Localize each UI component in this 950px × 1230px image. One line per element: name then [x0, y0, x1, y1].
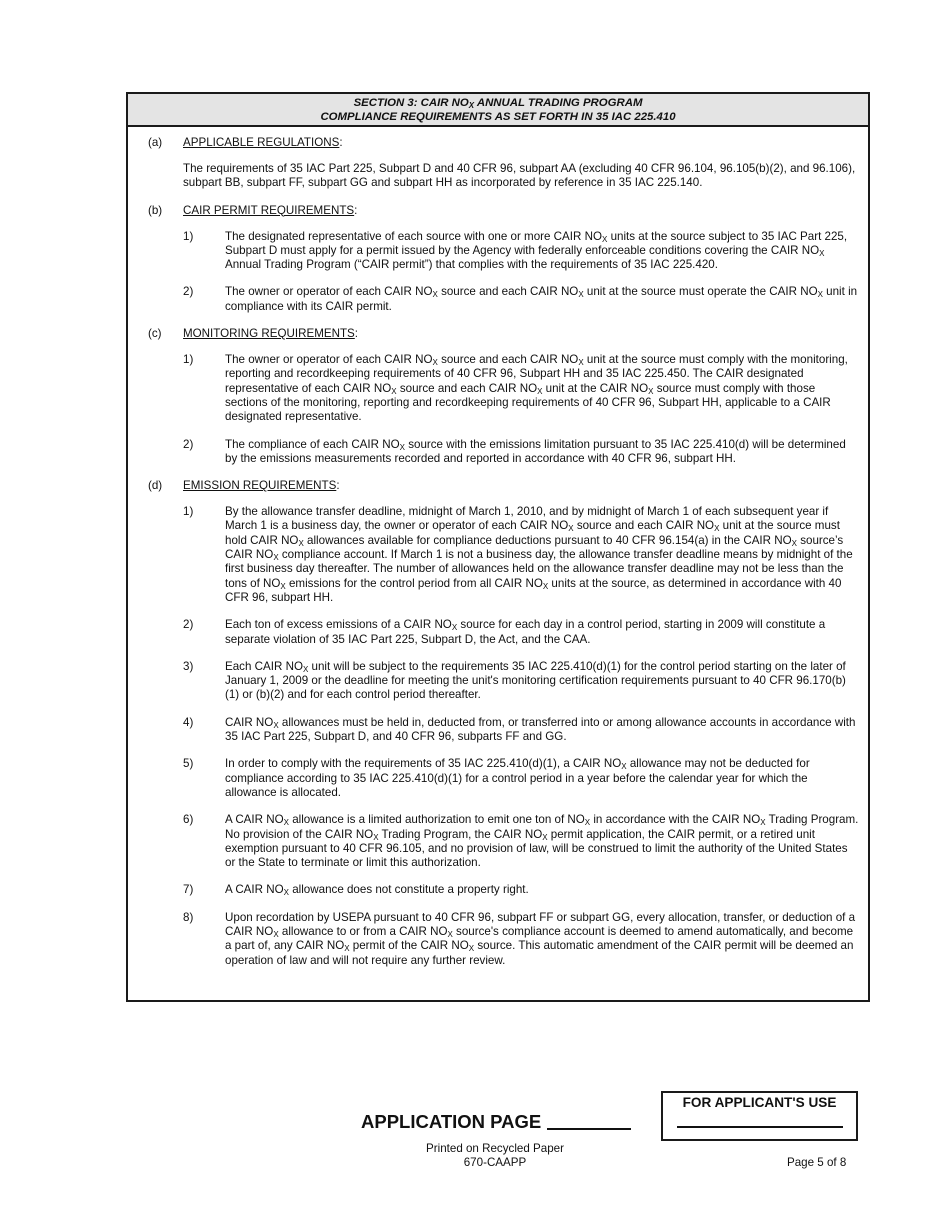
item-text: Each ton of excess emissions of a CAIR $NO_X$ source for each day in a control period, starting in 2009 will constitute a separate violation of 35 IAC Part 225, Subpart D, the Act, and the CAA. — [225, 618, 826, 646]
item-text: CAIR $NO_X$ allowances must be held in, deducted from, or transferred into or among allowance accounts in accordance with 35 IAC Part 225, Subpart D, and 40 CFR 96, subparts FF and GG. — [225, 715, 856, 744]
item-number: 1) — [183, 229, 194, 243]
item-number: 6) — [183, 813, 194, 827]
list-item — [183, 353, 860, 424]
applicant-use-box — [661, 1091, 858, 1141]
item-number: 4) — [183, 715, 194, 729]
item-number: 3) — [183, 659, 194, 673]
list-item — [183, 229, 860, 273]
section-b: (b) CAIR PERMIT REQUIREMENTS: 1) The designated representative of each source with one or more CAIR $NO_X$ units at the source subject to 35 IAC Part 225, Subpart D must apply for a permit issued by the Agency with federally enforceable conditions covering the CAIR $NO_X$ Annual Trading Program (“CAIR permit”) that complies with the requirements of 35 IAC 225.420. 2) The owner or operator of each CAIR $NO_X$ source and each CAIR $NO_X$ unit at the source must operate the CAIR $NO_X$ unit in compliance with its CAIR permit. — [128, 204, 868, 314]
list-item — [183, 757, 860, 800]
applicant-use-blank — [677, 1126, 843, 1128]
application-page-blank — [547, 1127, 631, 1130]
section-box — [126, 92, 870, 1002]
list-item — [183, 715, 860, 745]
item-number: 1) — [183, 505, 194, 519]
list-item — [183, 659, 860, 703]
page-number: Page 5 of 8 — [787, 1156, 847, 1169]
section-d: (d) EMISSION REQUIREMENTS: 1) By the allowance transfer deadline, midnight of March 1, 2010, and by midnight of March 1 of each subsequent year if March 1 is a business day, the owner or operator of each CAIR $NO_X$ source and each CAIR $NO_X$ unit at the source must hold CAIR $NO_X$ allowances available for compliance deductions pursuant to 40 CFR 96.154(a) in the CAIR $NO_X$ source’s CAIR $NO_X$ compliance account. If March 1 is not a business day, the allowance transfer deadline means by midnight of the first business day thereafter. The number of allowances held on the allowance transfer deadline may not be less than the tons of $NO_X$ emissions for the control period from all CAIR $NO_X$ units at the source, as determined in accordance with 40 CFR 96, subpart HH. 2) Each ton of excess emissions of a CAIR $NO_X$ source for each day in a control period, starting in 2009 will constitute a separate violation of 35 IAC Part 225, Subpart D, the Act, and the CAA. 3) Each CAIR $NO_X$ unit will be subject to the requirements 35 IAC 225.410(d)(1) for the control period starting on the later of January 1, 2009 or the deadline for meeting the unit's monitoring certification requirements pursuant to 40 CFR 96.170(b)(1) or (b)(2) and for each control period thereafter. 4) CAIR $NO_X$ allowances must be held in, deducted from, or transferred into or among allowance accounts in accordance with 35 IAC Part 225, Subpart D, and 40 CFR 96, subparts FF and GG. 5) In order to comply with the requirements of 35 IAC 225.410(d)(1), a CAIR $NO_X$ allowance may not be deducted for compliance according to 35 IAC 225.410(d)(1) for a control period in a year before the calendar year for which the allowance is allocated. 6) A CAIR $NO_X$ allowance is a limited authorization to emit one ton of $NO_X$ in accordance with the CAIR $NO_X$ Trading Program. No provision of the CAIR $NO_X$ Trading Program, the CAIR $NO_X$ permit application, the CAIR permit, or a retired unit exemption pursuant to 40 CFR 96.105, and no provision of law, will be construed to limit the authority of the United States or the State to terminate or limit this authorization. 7) A CAIR $NO_X$ allowance does not constitute a property right. 8) Upon recordation by USEPA pursuant to 40 CFR 96, subpart FF or subpart GG, every allocation, transfer, or deduction of a CAIR $NO_X$ allowance to or from a CAIR $NO_X$ source's compliance account is deemed to amend automatically, and become a part of, any CAIR $NO_X$ permit of the CAIR $NO_X$ source. This automatic amendment of the CAIR permit will be deemed an operation of law and will not require any further review. — [148, 479, 859, 967]
section-c: (c) MONITORING REQUIREMENTS: 1) The owner or operator of each CAIR $NO_X$ source and each CAIR $NO_X$ unit at the source must comply with the monitoring, reporting and recordkeeping requirements of 40 CFR 96, Subpart HH and 35 IAC 225.450. The CAIR designated representative of each CAIR $NO_X$ source and each CAIR $NO_X$ unit at the CAIR $NO_X$ source must comply with those sections of the monitoring, reporting and recordkeeping requirements of 40 CFR 96, Subpart HH, applicable to a CAIR designated representative. 2) The compliance of each CAIR $NO_X$ source with the emissions limitation pursuant to 35 IAC 225.410(d) will be determined by the emissions measurements recorded and reported in accordance with 40 CFR 96, subpart HH. — [128, 327, 868, 466]
footer-center — [395, 1142, 595, 1170]
item-text: A CAIR $NO_X$ allowance is a limited authorization to emit one ton of $NO_X$ in accordance with the CAIR $NO_X$ Trading Program. No provision of the CAIR $NO_X$ Trading Program, the CAIR $NO_X$ permit application, the CAIR permit, or a retired unit exemption pursuant to 40 CFR 96.105, and no provision of law, will be construed to limit the authority of the United States or the State to terminate or limit this authorization. — [225, 813, 859, 870]
item-text: The compliance of each CAIR $NO_X$ source with the emissions limitation pursuant to 35 IAC 225.410(d) will be determined by the emissions measurements recorded and reported in accordance with 40 CFR 96, subpart HH. — [225, 437, 846, 465]
applicant-use-label: FOR APPLICANT'S USE — [682, 1095, 837, 1110]
item-text: The designated representative of each source with one or more CAIR $NO_X$ units at the source subject to 35 IAC Part 225, Subpart D must apply for a permit issued by the Agency with federally enforceable conditions covering the CAIR $NO_X$ Annual Trading Program (“CAIR permit”) that complies with the requirements of 35 IAC 225.420. — [225, 229, 848, 272]
item-number: 2) — [183, 618, 194, 632]
item-number: 8) — [183, 910, 194, 924]
section-c-letter: (c) — [148, 327, 162, 341]
item-text: The owner or operator of each CAIR $NO_X$ source and each CAIR $NO_X$ unit at the source must operate the CAIR $NO_X$ unit in compliance with its CAIR permit. — [225, 285, 858, 313]
item-text: In order to comply with the requirements of 35 IAC 225.410(d)(1), a CAIR $NO_X$ allowance may not be deducted for compliance according to 35 IAC 225.410(d)(1) for a control period in a year before the calendar year for which the allowance is allocated. — [225, 757, 810, 799]
item-number: 5) — [183, 757, 194, 771]
list-item — [183, 910, 860, 968]
item-text: A CAIR $NO_X$ allowance does not constitute a property right. — [225, 883, 529, 898]
list-item — [183, 883, 860, 898]
item-text: Each CAIR $NO_X$ unit will be subject to the requirements 35 IAC 225.410(d)(1) for the control period starting on the later of January 1, 2009 or the deadline for meeting the unit's monitoring certification requirements pursuant to 40 CFR 96.170(b)(1) or (b)(2) and for each control period thereafter. — [225, 659, 846, 702]
list-item — [183, 437, 860, 467]
item-text: By the allowance transfer deadline, midnight of March 1, 2010, and by midnight of March 1 of each subsequent year if March 1 is a business day, the owner or operator of each CAIR $NO_X$ source and each CAIR $NO_X$ unit at the source must hold CAIR $NO_X$ allowances available for compliance deductions pursuant to 40 CFR 96.154(a) in the CAIR $NO_X$ source’s CAIR $NO_X$ compliance account. If March 1 is not a business day, the allowance transfer deadline means by midnight of the first business day thereafter. The number of allowances held on the allowance transfer deadline may not be less than the tons of $NO_X$ emissions for the control period from all CAIR $NO_X$ units at the source, as determined in accordance with 40 CFR 96, subpart HH. — [225, 505, 853, 604]
section-a-letter: (a) — [148, 136, 163, 149]
list-item — [183, 505, 860, 605]
list-item — [183, 285, 860, 314]
section-d-title: EMISSION REQUIREMENTS — [183, 479, 337, 493]
form-number: 670-CAAPP — [463, 1156, 527, 1169]
section-c-title: MONITORING REQUIREMENTS — [183, 327, 355, 341]
list-item — [183, 618, 860, 647]
item-number: 7) — [183, 883, 194, 897]
recycled-paper-note: Printed on Recycled Paper — [426, 1142, 564, 1155]
section-a-title: APPLICABLE REGULATIONS — [183, 136, 340, 149]
section-b-title: CAIR PERMIT REQUIREMENTS — [183, 203, 355, 217]
section-header-line2: COMPLIANCE REQUIREMENTS AS SET FORTH IN 35 IAC 225.410 — [320, 111, 676, 123]
section-d-letter: (d) — [148, 479, 163, 493]
item-number: 1) — [183, 353, 194, 367]
item-number: 2) — [183, 437, 194, 451]
application-page-label — [361, 1111, 631, 1133]
application-page-text: APPLICATION PAGE — [361, 1111, 542, 1132]
section-b-letter: (b) — [148, 203, 163, 217]
list-item — [183, 813, 860, 870]
item-text: The owner or operator of each CAIR $NO_X$ source and each CAIR $NO_X$ unit at the source must comply with the monitoring, reporting and recordkeeping requirements of 40 CFR 96, Subpart HH and 35 IAC 225.450. The CAIR designated representative of each CAIR $NO_X$ source and each CAIR $NO_X$ unit at the CAIR $NO_X$ source must comply with those sections of the monitoring, reporting and recordkeeping requirements of 40 CFR 96, Subpart HH, applicable to a CAIR designated representative. — [225, 353, 848, 424]
section-header — [128, 94, 868, 127]
section-content — [128, 127, 868, 968]
section-a-text: The requirements of 35 IAC Part 225, Subpart D and 40 CFR 96, subpart AA (excluding 40 CFR 96.104, 96.105(b)(2), and 96.106), subpart BB, subpart FF, subpart GG and subpart HH as incorporated by reference in 35 IAC 225.140. — [183, 162, 856, 190]
section-a: (a) APPLICABLE REGULATIONS: The requirements of 35 IAC Part 225, Subpart D and 40 CFR 96, subpart AA (excluding 40 CFR 96.104, 96.105(b)(2), and 96.106), subpart BB, subpart FF, subpart GG and subpart HH as incorporated by reference in 35 IAC 225.140. — [128, 136, 868, 191]
section-header-line1: SECTION 3: CAIR $NO_X$ ANNUAL TRADING PROGRAM — [353, 97, 643, 110]
item-text: Upon recordation by USEPA pursuant to 40 CFR 96, subpart FF or subpart GG, every allocation, transfer, or deduction of a CAIR $NO_X$ allowance to or from a CAIR $NO_X$ source's compliance account is deemed to amend automatically, and become a part of, any CAIR $NO_X$ permit of the CAIR $NO_X$ source. This automatic amendment of the CAIR permit will be deemed an operation of law and will not require any further review. — [225, 910, 856, 967]
item-number: 2) — [183, 285, 194, 299]
